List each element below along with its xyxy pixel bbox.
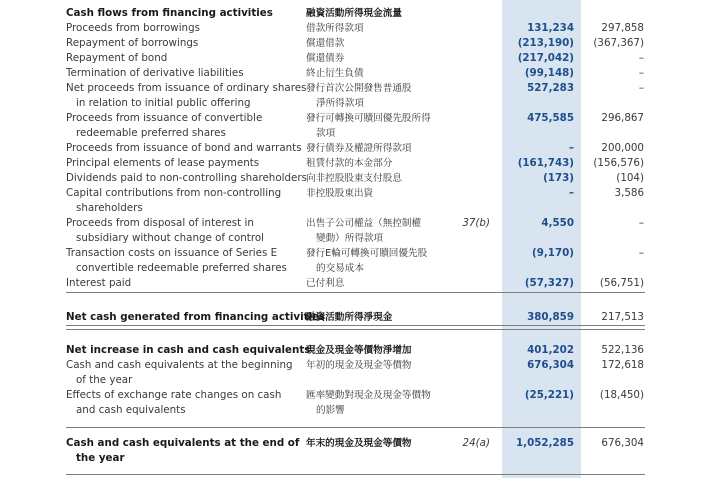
- row-label-en: Transaction costs on issuance of Series E: [66, 247, 278, 259]
- row-label-zh: 已付利息: [306, 278, 345, 289]
- prior-year-value: (367,367): [593, 37, 644, 49]
- prior-year-value: –: [638, 67, 644, 79]
- row-label-zh: 償還債券: [306, 53, 345, 64]
- prior-year-value: 3,586: [614, 187, 644, 199]
- row-label-en: of the year: [76, 374, 133, 386]
- row-label-en: Proceeds from issuance of bond and warrants: [66, 142, 302, 154]
- prior-year-value: 296,867: [601, 112, 644, 124]
- row-label-en: and cash equivalents: [76, 404, 186, 416]
- row-label-en: the year: [76, 452, 125, 464]
- row-label-en: Cash and cash equivalents at the end of: [66, 437, 300, 449]
- row-label-en: Proceeds from issuance of convertible: [66, 112, 263, 124]
- note-ref: 37(b): [462, 217, 490, 229]
- prior-year-value: 217,513: [601, 311, 644, 323]
- prior-year-value: (56,751): [599, 277, 644, 289]
- prior-year-value: (18,450): [599, 389, 644, 401]
- current-year-value: –: [568, 142, 574, 154]
- row-label-zh: 發行可轉換可贖回優先股所得: [306, 113, 431, 124]
- row-label-zh: 非控股股東出資: [306, 188, 374, 199]
- note-ref: 24(a): [462, 437, 490, 449]
- row-label-en: Net increase in cash and cash equivalents: [66, 344, 311, 356]
- row-label-zh: 終止衍生負債: [306, 68, 364, 79]
- row-label-zh: 年末的現金及現金等價物: [306, 438, 412, 449]
- prior-year-value: –: [638, 217, 644, 229]
- row-label-zh: 出售子公司權益（無控制權: [306, 218, 422, 229]
- row-label-en: Net proceeds from issuance of ordinary shares: [66, 82, 307, 94]
- current-year-value: 380,859: [527, 311, 574, 323]
- row-label-zh: 淨所得款項: [316, 98, 364, 109]
- current-year-value: (217,042): [517, 52, 574, 64]
- current-year-value: 475,585: [527, 112, 574, 124]
- current-year-value: 527,283: [527, 82, 574, 94]
- prior-year-value: –: [638, 82, 644, 94]
- current-year-value: 131,234: [527, 22, 574, 34]
- row-label-en: Termination of derivative liabilities: [66, 67, 244, 79]
- rule-line: [66, 427, 645, 428]
- row-label-zh: 融資活動所得淨現金: [306, 312, 393, 323]
- current-year-value: (9,170): [532, 247, 574, 259]
- row-label-zh: 融資活動所得現金流量: [306, 8, 402, 19]
- current-year-value: (25,221): [524, 389, 574, 401]
- current-year-value: 401,202: [527, 344, 574, 356]
- row-label-zh: 的影響: [316, 405, 345, 416]
- current-year-value: (213,190): [517, 37, 574, 49]
- current-year-value: (173): [543, 172, 574, 184]
- current-year-value: 676,304: [527, 359, 574, 371]
- current-year-value: (99,148): [524, 67, 574, 79]
- row-label-en: Cash and cash equivalents at the beginning: [66, 359, 293, 371]
- current-year-value: 1,052,285: [516, 437, 574, 449]
- prior-year-value: 297,858: [601, 22, 644, 34]
- row-label-en: Dividends paid to non-controlling shareholders: [66, 172, 307, 184]
- row-label-en: Effects of exchange rate changes on cash: [66, 389, 282, 401]
- row-label-zh: 向非控股股東支付股息: [306, 173, 402, 184]
- row-label-zh: 償還借款: [306, 38, 345, 49]
- row-label-en: Proceeds from borrowings: [66, 22, 200, 34]
- row-label-en: Proceeds from disposal of interest in: [66, 217, 254, 229]
- row-label-en: Cash flows from financing activities: [66, 7, 273, 19]
- row-label-en: Repayment of bond: [66, 52, 168, 64]
- prior-year-value: 172,618: [601, 359, 644, 371]
- prior-year-value: –: [638, 247, 644, 259]
- prior-year-value: 676,304: [601, 437, 644, 449]
- row-label-zh: 的交易成本: [316, 263, 364, 274]
- row-label-zh: 租賃付款的本金部分: [306, 158, 393, 169]
- row-label-zh: 年初的現金及現金等價物: [306, 360, 412, 371]
- row-label-zh: 發行E輪可轉換可贖回優先股: [306, 248, 428, 259]
- row-label-zh: 匯率變動對現金及現金等價物: [306, 390, 431, 401]
- row-label-en: shareholders: [76, 202, 143, 214]
- rule-line: [66, 325, 645, 326]
- row-label-en: convertible redeemable preferred shares: [76, 262, 287, 274]
- current-year-value: (161,743): [517, 157, 574, 169]
- row-label-en: Repayment of borrowings: [66, 37, 199, 49]
- rule-line: [66, 474, 645, 475]
- prior-year-value: (104): [616, 172, 644, 184]
- row-label-zh: 借款所得款項: [306, 23, 364, 34]
- row-label-en: Principal elements of lease payments: [66, 157, 260, 169]
- row-label-en: in relation to initial public offering: [76, 97, 251, 109]
- rule-line: [66, 329, 645, 330]
- row-label-zh: 現金及現金等價物淨增加: [306, 345, 412, 356]
- row-label-en: subsidiary without change of control: [76, 232, 264, 244]
- row-label-zh: 款項: [316, 128, 336, 139]
- prior-year-value: 200,000: [601, 142, 644, 154]
- row-label-en: redeemable preferred shares: [76, 127, 226, 139]
- prior-year-value: –: [638, 52, 644, 64]
- row-label-zh: 變動）所得款項: [316, 233, 384, 244]
- current-year-value: 4,550: [541, 217, 574, 229]
- current-year-value: (57,327): [524, 277, 574, 289]
- current-year-value: –: [568, 187, 574, 199]
- prior-year-value: 522,136: [601, 344, 644, 356]
- row-label-en: Interest paid: [66, 277, 132, 289]
- prior-year-value: (156,576): [593, 157, 644, 169]
- rule-line: [66, 292, 645, 293]
- row-label-en: Capital contributions from non-controlling: [66, 187, 282, 199]
- row-label-zh: 發行債券及權證所得款項: [306, 143, 412, 154]
- row-label-en: Net cash generated from financing activities: [66, 311, 326, 323]
- row-label-zh: 發行首次公開發售普通股: [306, 83, 412, 94]
